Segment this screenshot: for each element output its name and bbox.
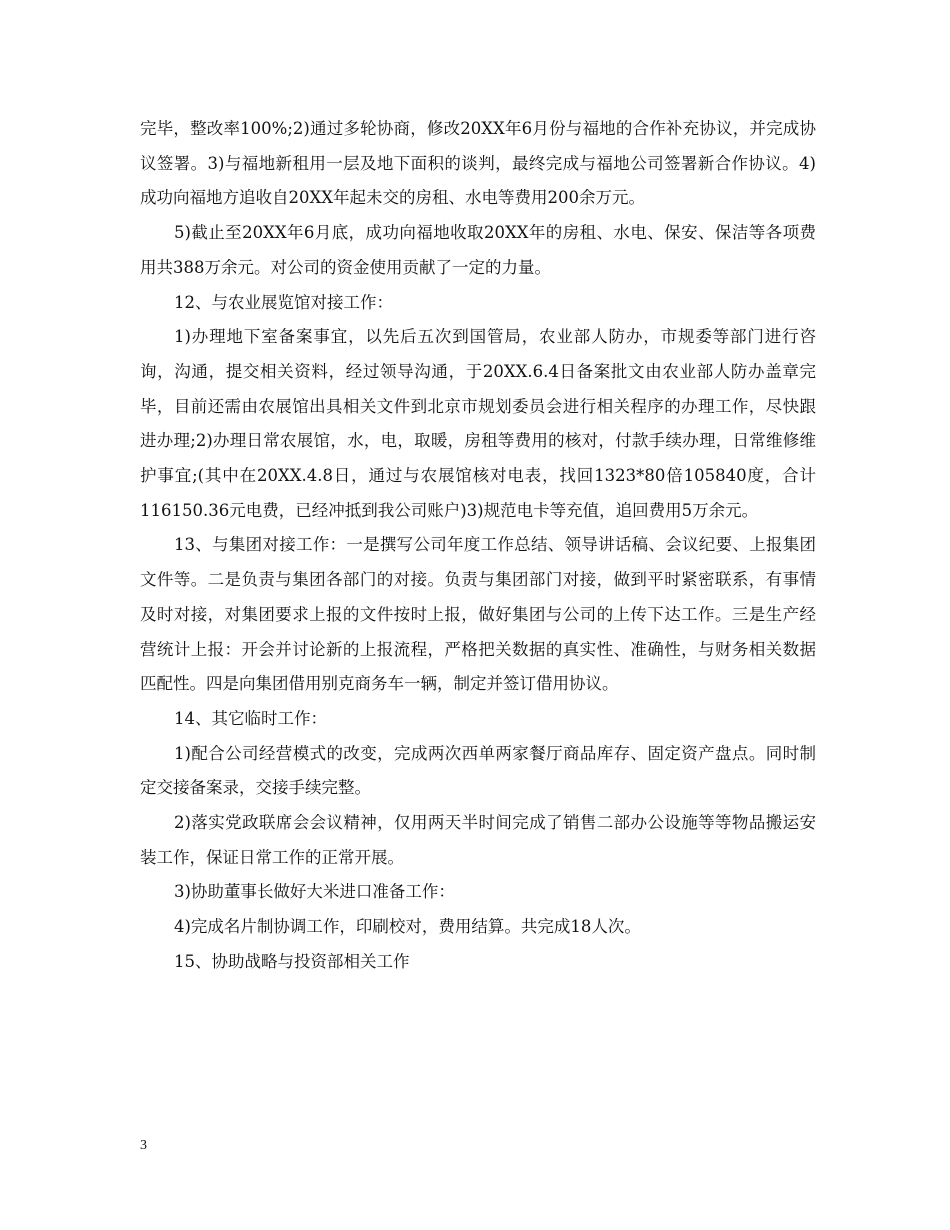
- section-heading: 12、与农业展览馆对接工作：: [174, 292, 393, 312]
- paragraph: 4)完成名片制协调工作，印刷校对，费用结算。共完成18人次。: [174, 917, 641, 937]
- paragraph: 1)配合公司经营模式的改变，完成两次西单两家餐厅商品库存、固定资产盘点。同时制定交接备案录，交接手续完整。: [140, 743, 816, 798]
- paragraph-continuation: 完毕，整改率100%;2)通过多轮协商，修改20XX年6月份与福地的合作补充协议，并完成协议签署。3)与福地新租用一层及地下面积的谈判，最终完成与福地公司签署新合作协议。4)成功向福地方追收自20XX年起未交的房租、水电等费用200余万元。: [140, 119, 816, 208]
- paragraph: 5)截止至20XX年6月底，成功向福地收取20XX年的房租、水电、保安、保洁等各项费用共388万余元。对公司的资金使用贡献了一定的力量。: [140, 223, 816, 277]
- paragraph: 2)落实党政联席会会议精神，仅用两天半时间完成了销售二部办公设施等等物品搬运安装工作，保证日常工作的正常开展。: [140, 813, 816, 867]
- paragraph: 3)协助董事长做好大米进口准备工作：: [174, 882, 455, 902]
- section-heading: 14、其它临时工作：: [174, 708, 327, 728]
- page-number: 3: [140, 1138, 147, 1153]
- section-heading: 15、协助战略与投资部相关工作: [174, 951, 410, 971]
- paragraph: 1)办理地下室备案事宜，以先后五次到国管局，农业部人防办，市规委等部门进行咨询，沟通，提交相关资料，经过领导沟通，于20XX.6.4日备案批文由农业部人防办盖章完毕，目前还需由农展馆出具相关文件到北京市规划委员会进行相关程序的办理工作，尽快跟进办理;2)办理日常农展馆，水，电，取暖，房租等费用的核对，付款手续办理，日常维修维护事宜;(其中在20XX.4.8日，通过与农展馆核对电表，找回1323*80倍105840度，合计116150.36元电费，已经冲抵到我公司账户)3)规范电卡等充值，追回费用5万余元。: [140, 327, 816, 520]
- document-body: [140, 112, 816, 980]
- section-heading-paragraph: 13、与集团对接工作：一是撰写公司年度工作总结、领导讲话稿、会议纪要、上报集团文件等。二是负责与集团各部门的对接。负责与集团部门对接，做到平时紧密联系，有事情及时对接，对集团要求上报的文件按时上报，做好集团与公司的上传下达工作。三是生产经营统计上报：开会并讨论新的上报流程，严格把关数据的真实性、准确性，与财务相关数据匹配性。四是向集团借用别克商务车一辆，制定并签订借用协议。: [140, 535, 816, 694]
